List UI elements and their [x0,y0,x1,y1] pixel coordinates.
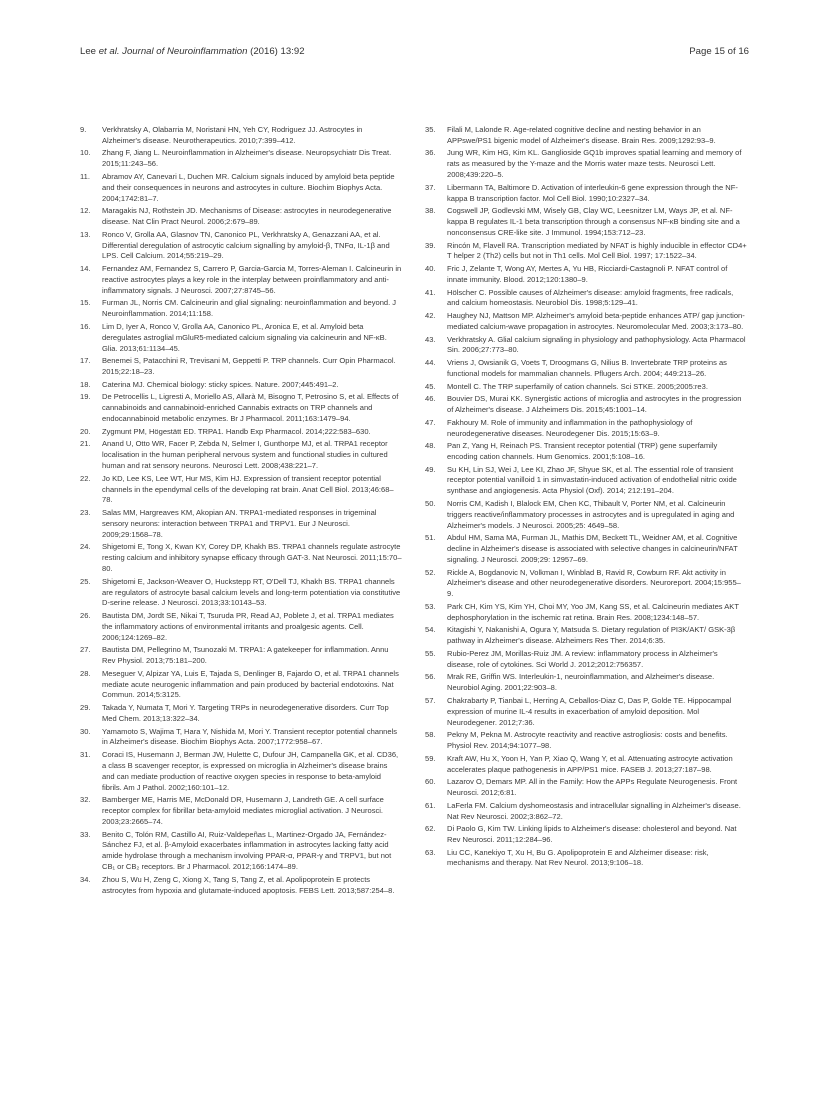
reference-item [425,382,747,393]
reference-number: 42. [425,311,436,321]
reference-number: 43. [425,334,436,344]
reference-text: Mrak RE, Griffin WS. Interleukin-1, neuroinflammation, and Alzheimer's disease. Neurobiol Aging. 2001;22:903–8. [447,672,715,693]
reference-number: 63. [425,847,436,857]
reference-item [80,727,402,749]
page-header [80,46,749,60]
reference-item [80,148,402,170]
reference-text: Bouvier DS, Murai KK. Synergistic actions of microglia and astrocytes in the progression of Alzheimer's disease. J Alzheimers Dis. 2015;45:1001–14. [447,394,742,415]
reference-item [80,542,402,575]
reference-number: 30. [80,726,91,736]
reference-number: 58. [425,730,436,740]
reference-text: Bamberger ME, Harris ME, McDonald DR, Husemann J, Landreth GE. A cell surface receptor complex for fibrillar beta-amyloid mediates microglial activation. J Neurosci. 2003;23:2665–74. [102,795,384,826]
reference-item [425,696,747,729]
reference-item [80,508,402,541]
reference-text: Jo KD, Lee KS, Lee WT, Hur MS, Kim HJ. Expression of transient receptor potential channels in the ependymal cells of the developing rat brain. Anat Cell Biol. 2013;46:68–78. [102,473,394,505]
reference-number: 25. [80,576,91,586]
reference-text: Salas MM, Hargreaves KM, Akopian AN. TRPA1-mediated responses in trigeminal sensory neurons: interaction between TRPA1 and TRPV1. Eur J Neurosci. 2009;29:1568–78. [102,508,377,539]
page-number: Page 15 of 16 [689,46,749,57]
reference-item [425,148,747,181]
reference-text: Verkhratsky A, Olabarria M, Noristani HN, Yeh CY, Rodriguez JJ. Astrocytes in Alzheimer's disease. Neurotherapeutics. 2010;7:399–412. [102,125,363,145]
reference-item [425,730,747,752]
reference-text: Zhang F, Jiang L. Neuroinflammation in Alzheimer's disease. Neuropsychiatr Dis Treat. 2015;11:243–56. [102,148,392,169]
reference-number: 21. [80,439,91,449]
reference-number: 32. [80,795,91,805]
reference-text: Vriens J, Owsianik G, Voets T, Droogmans G, Nilius B. Invertebrate TRP proteins as functional models for mammalian channels. Pflugers Arch. 2004; 449:213–26. [447,358,727,378]
reference-text: Shigetomi E, Tong X, Kwan KY, Corey DP, Khakh BS. TRPA1 channels regulate astrocyte resting calcium and inhibitory synapse efficacy through GAT-3. Nat Neurosci. 2011;15:70–80. [102,542,402,574]
reference-number: 48. [425,441,436,451]
reference-number: 26. [80,610,91,620]
reference-item [80,439,402,472]
reference-number: 39. [425,240,436,250]
reference-number: 49. [425,464,436,474]
reference-number: 24. [80,542,91,552]
reference-text: Cogswell JP, Godlevski MM, Wisely GB, Clay WC, Leesnitzer LM, Ways JP, et al. NF-kappa B regulates IL-1 beta transcription through a consensus NF-κB binding site and a nonconsensus CRE-like site. J Immunol. 1994;153:712–23. [447,206,740,237]
reference-text: Zhou S, Wu H, Zeng C, Xiong X, Tang S, Tang Z, et al. Apolipoprotein E protects astrocytes from hypoxia and glutamate-induced apoptosis. FEBS Lett. 2013;587:254–8. [102,874,395,895]
reference-text: Rincón M, Flavell RA. Transcription mediated by NFAT is highly inducible in effector CD4+ T helper 2 (Th2) cells but not in Th1 cells. Mol Cell Biol. 1997; 17:1522–34. [447,240,747,261]
reference-number: 45. [425,381,436,391]
reference-number: 11. [80,171,90,181]
reference-item [425,206,747,239]
reference-number: 46. [425,394,436,404]
reference-text: Libermann TA, Baltimore D. Activation of interleukin-6 gene expression through the NF-kappa B transcription factor. Mol Cell Biol. 1990;10:2327–34. [447,182,738,203]
references-column-right [425,125,747,871]
reference-number: 53. [425,601,436,611]
reference-item [425,777,747,799]
reference-item [425,264,747,286]
reference-number: 59. [425,753,436,763]
reference-text: Kraft AW, Hu X, Yoon H, Yan P, Xiao Q, Wang Y, et al. Attenuating astrocyte activation accelerates plaque pathogenesis in APP/PS1 mice. FASEB J. 2013;27:187–98. [447,753,733,774]
reference-item [425,358,747,380]
reference-text: Kitagishi Y, Nakanishi A, Ogura Y, Matsuda S. Dietary regulation of PI3K/AKT/ GSK-3β pathway in Alzheimer's disease. Alzheimers Res Ther. 2014;6:35. [447,625,736,646]
reference-item [425,394,747,416]
reference-number: 54. [425,625,436,635]
reference-item [80,669,402,702]
reference-number: 52. [425,567,436,577]
reference-text: De Petrocellis L, Ligresti A, Moriello AS, Allarà M, Bisogno T, Petrosino S, et al. Effects of cannabinoids and cannabinoid-enriched Cannabis extracts on TRP channels and endocannabinoid metabolic enzymes. Br J Pharmacol. 2011;163:1479–94. [102,392,399,424]
reference-item [80,830,402,873]
reference-text: Shigetomi E, Jackson-Weaver O, Huckstepp RT, O'Dell TJ, Khakh BS. TRPA1 channels are regulators of astrocyte basal calcium levels and long-term potentiation via constitutive D-serine release. J Neurosci. 2013;33:10143–53. [102,576,401,608]
reference-text: Jung WR, Kim HG, Kim KL. Ganglioside GQ1b improves spatial learning and memory of rats as measured by the Y-maze and the Morris water maze tests. Neurosci Lett. 2008;439:220–5. [447,148,742,180]
reference-number: 44. [425,358,436,368]
reference-number: 9. [80,125,87,134]
reference-item [80,230,402,263]
reference-item [425,801,747,823]
reference-text: Lim D, Iyer A, Ronco V, Grolla AA, Canonico PL, Aronica E, et al. Amyloid beta deregulates astroglial mGluR5-mediated calcium signaling via calcineurin and NF-κB. Glia. 2013;61:1134–45. [102,321,387,353]
reference-text: Filali M, Lalonde R. Age-related cognitive decline and nesting behavior in an APPswe/PS1 bigenic model of Alzheimer's disease. Brain Res. 2009;1292:93–9. [447,125,716,145]
reference-item [425,625,747,647]
reference-text: Di Paolo G, Kim TW. Linking lipids to Alzheimer's disease: cholesterol and beyond. Nat Rev Neurosci. 2011;12:284–96. [447,824,737,844]
reference-text: Ronco V, Grolla AA, Glasnov TN, Canonico PL, Verkhratsky A, Genazzani AA, et al. Differential deregulation of astrocytic calcium signalling by amyloid-β, TNFα, IL-1β and LPS. Cell Calcium. 2014;55:219–29. [102,229,390,261]
reference-item [80,795,402,828]
reference-text: Pekny M, Pekna M. Astrocyte reactivity and reactive astrogliosis: costs and benefits. Physiol Rev. 2014;94:1077–98. [447,730,728,751]
reference-item [425,824,747,846]
reference-item [425,241,747,263]
reference-number: 50. [425,498,436,508]
reference-item [80,474,402,507]
reference-item [80,322,402,355]
reference-item [425,754,747,776]
reference-number: 34. [80,874,91,884]
reference-item [425,311,747,333]
reference-item [425,499,747,532]
reference-text: Haughey NJ, Mattson MP. Alzheimer's amyloid beta-peptide enhances ATP/ gap junction-mediated calcium-wave propagation in astrocytes. Neuromolecular Med. 2003;3:173–80. [447,311,745,331]
reference-number: 22. [80,473,91,483]
reference-item [425,602,747,624]
reference-number: 15. [80,298,91,308]
reference-text: Hölscher C. Possible causes of Alzheimer's disease: amyloid fragments, free radicals, and calcium homeostasis. Neurobiol Dis. 1998;5:129–41. [447,287,734,308]
reference-number: 23. [80,508,91,517]
reference-item [425,568,747,601]
reference-item [80,611,402,644]
reference-text: Abramov AY, Canevari L, Duchen MR. Calcium signals induced by amyloid beta peptide and their consequences in neurons and astrocytes in culture. Biochim Biophys Acta. 2004;1742:81–7. [102,171,395,203]
running-head-citation: (2016) 13:92 [250,46,305,57]
reference-item [80,298,402,320]
reference-number: 57. [425,695,436,705]
reference-item [425,465,747,498]
running-head-authors: Lee [80,46,97,57]
reference-text: Rickle A, Bogdanovic N, Volkman I, Winblad B, Ravid R, Cowburn RF. Akt activity in Alzheimer's disease and other neurodegenerative disorders. Neuroreport. 2004;15:955–9. [447,567,741,599]
reference-text: Liu CC, Kanekiyo T, Xu H, Bu G. Apolipoprotein E and Alzheimer disease: risk, mechanisms and therapy. Nat Rev Neurol. 2013;9:106–18. [447,847,709,868]
reference-item [80,703,402,725]
reference-text: Meseguer V, Alpizar YA, Luis E, Tajada S, Denlinger B, Fajardo O, et al. TRPA1 channels mediate acute neurogenic inflammation and pain produced by bacterial endotoxins. Nat Commun. 2014;5:3125. [102,668,399,700]
reference-number: 29. [80,703,91,713]
reference-number: 18. [80,379,91,389]
reference-item [425,183,747,205]
reference-text: Verkhratsky A. Glial calcium signaling in physiology and pathophysiology. Acta Pharmacol Sin. 2006;27:773–80. [447,334,746,355]
reference-number: 13. [80,229,91,239]
reference-item [80,380,402,391]
reference-item [425,418,747,440]
reference-item [80,427,402,438]
reference-number: 16. [80,321,91,331]
reference-item [425,533,747,566]
reference-number: 40. [425,264,436,274]
reference-text: Bautista DM, Pellegrino M, Tsunozaki M. TRPA1: A gatekeeper for inflammation. Annu Rev Physiol. 2013;75:181–200. [102,645,389,666]
reference-text: Montell C. The TRP superfamily of cation channels. Sci STKE. 2005;2005:re3. [447,381,708,391]
reference-text: Su KH, Lin SJ, Wei J, Lee KI, Zhao JF, Shyue SK, et al. The essential role of transient receptor potential vanilloid 1 in simvastatin-induced activation of endothelial nitric oxide synthase and angiogenesis. Acta Physiol (Oxf). 2014; 212:191–204. [447,464,737,496]
reference-text: Chakrabarty P, Tianbai L, Herring A, Ceballos-Diaz C, Das P, Golde TE. Hippocampal expression of murine IL-4 results in exacerbation of amyloid deposition. Mol Neurodegener. 2012;7:36. [447,695,732,727]
reference-text: Bautista DM, Jordt SE, Nikai T, Tsuruda PR, Read AJ, Poblete J, et al. TRPA1 mediates the inflammatory actions of environmental irritants and proalgesic agents. Cell. 2006;124:1269–82. [102,610,394,642]
reference-text: Yamamoto S, Wajima T, Hara Y, Nishida M, Mori Y. Transient receptor potential channels in Alzheimer's disease. Biochim Biophys Acta. 2007;1772:958–67. [102,726,398,747]
reference-number: 38. [425,206,436,216]
reference-text: Takada Y, Numata T, Mori Y. Targeting TRPs in neurodegenerative disorders. Curr Top Med Chem. 2013;13:322–34. [102,703,389,723]
reference-text: Caterina MJ. Chemical biology: sticky spices. Nature. 2007;445:491–2. [102,379,339,389]
reference-number: 31. [80,750,91,760]
reference-text: Benemei S, Patacchini R, Trevisani M, Geppetti P. TRP channels. Curr Opin Pharmacol. 2015;22:18–23. [102,356,396,377]
reference-text: Anand U, Otto WR, Facer P, Zebda N, Selmer I, Gunthorpe MJ, et al. TRPA1 receptor localisation in the human peripheral nervous system and functional studies in cultured human and rat sensory neurons. Neurosci Lett. 2008;438:221–7. [102,439,388,471]
reference-number: 19. [80,392,91,402]
reference-text: Furman JL, Norris CM. Calcineurin and glial signaling: neuroinflammation and beyond. J Neuroinflammation. 2014;11:158. [102,298,397,319]
reference-item [80,392,402,425]
reference-text: Pan Z, Yang H, Reinach PS. Transient receptor potential (TRP) gene superfamily encoding cation channels. Hum Genomics. 2001;5:108–16. [447,441,718,461]
reference-item [425,848,747,870]
running-head-journal: et al. Journal of Neuroinflammation [98,46,248,57]
reference-item [425,125,747,147]
reference-text: Fakhoury M. Role of immunity and inflammation in the pathophysiology of neurodegenerative diseases. Neurodegener Dis. 2015;15:63–9. [447,417,693,438]
reference-number: 20. [80,426,91,436]
reference-item [425,649,747,671]
reference-number: 14. [80,264,91,274]
reference-item [425,335,747,357]
reference-number: 55. [425,648,436,658]
reference-number: 41. [425,287,436,297]
reference-item [80,356,402,378]
reference-text: Fernandez AM, Fernandez S, Carrero P, Garcia-Garcia M, Torres-Aleman I. Calcineurin in reactive astrocytes plays a key role in the interplay between proinflammatory and anti-inflammatory signals. J Neurosci. 2007;27:8745–56. [102,264,402,295]
reference-item [80,125,402,147]
reference-number: 35. [425,125,436,134]
running-head [80,46,305,57]
reference-number: 47. [425,417,436,427]
reference-number: 51. [425,533,436,543]
references-column-left [80,125,402,898]
reference-number: 61. [425,800,436,810]
reference-item [80,264,402,297]
reference-text: Maragakis NJ, Rothstein JD. Mechanisms of Disease: astrocytes in neurodegenerative disease. Nat Clin Pract Neurol. 2006;2:679–89. [102,206,392,227]
reference-text: Coraci IS, Husemann J, Berman JW, Hulette C, Dufour JH, Campanella GK, et al. CD36, a class B scavenger receptor, is expressed on microglia in Alzheimer's disease brains and can mediate production of reactive oxygen species in response to beta-amyloid fibrils. Am J Pathol. 2002;160:101–12. [102,750,399,792]
reference-text: Park CH, Kim YS, Kim YH, Choi MY, Yoo JM, Kang SS, et al. Calcineurin mediates AKT dephosphorylation in the ischemic rat retina. Brain Res. 2008;1234:148–57. [447,601,739,622]
reference-item [425,441,747,463]
reference-number: 12. [80,206,91,216]
reference-item [80,206,402,228]
reference-text: Rubio-Perez JM, Morillas-Ruiz JM. A review: inflammatory process in Alzheimer's disease, role of cytokines. Sci World J. 2012;2012:756357. [447,648,718,669]
reference-item [80,750,402,793]
reference-text: Abdul HM, Sama MA, Furman JL, Mathis DM, Beckett TL, Weidner AM, et al. Cognitive decline in Alzheimer's disease is associated with selective changes in calcineurin/NFAT signaling. J Neurosci. 2009;29: 12957–69. [447,533,738,564]
reference-item [80,875,402,897]
reference-number: 56. [425,672,436,682]
reference-number: 17. [80,356,91,366]
reference-number: 27. [80,645,91,655]
reference-number: 36. [425,148,436,158]
reference-number: 60. [425,777,436,787]
reference-text: Benito C, Tolón RM, Castillo AI, Ruiz-Valdepeñas L, Martinez-Orgado JA, Fernández-Sánchez FJ, et al. β-Amyloid exacerbates inflammation in astrocytes lacking fatty acid amide hydrolase through a mechanism involving PPAR-α, PPAR-γ and TRPV1, but not CB₁ or CB₂ receptors. Br J Pharmacol. 2012;166:1474–89. [102,829,392,872]
reference-number: 62. [425,824,436,834]
reference-number: 37. [425,182,436,192]
reference-item [80,577,402,610]
reference-item [425,288,747,310]
reference-text: LaFerla FM. Calcium dyshomeostasis and intracellular signalling in Alzheimer's disease. Nat Rev Neurosci. 2002;3:862–72. [447,800,741,821]
reference-number: 28. [80,668,91,678]
reference-text: Lazarov O, Demars MP. All in the Family: How the APPs Regulate Neurogenesis. Front Neurosci. 2012;6:81. [447,777,738,798]
reference-item [80,172,402,205]
reference-number: 10. [80,148,91,158]
reference-number: 33. [80,829,91,839]
reference-item [425,672,747,694]
reference-text: Zygmunt PM, Högestätt ED. TRPA1. Handb Exp Pharmacol. 2014;222:583–630. [102,426,371,436]
reference-text: Fric J, Zelante T, Wong AY, Mertes A, Yu HB, Ricciardi-Castagnoli P. NFAT control of innate immunity. Blood. 2012;120:1380–9. [447,264,728,284]
reference-item [80,645,402,667]
reference-text: Norris CM, Kadish I, Blalock EM, Chen KC, Thibault V, Porter NM, et al. Calcineurin triggers reactive/inflammatory processes in astrocytes and is upregulated in aging and Alzheimer's models. J Neurosci. 2005;25: 4649–58. [447,498,735,530]
